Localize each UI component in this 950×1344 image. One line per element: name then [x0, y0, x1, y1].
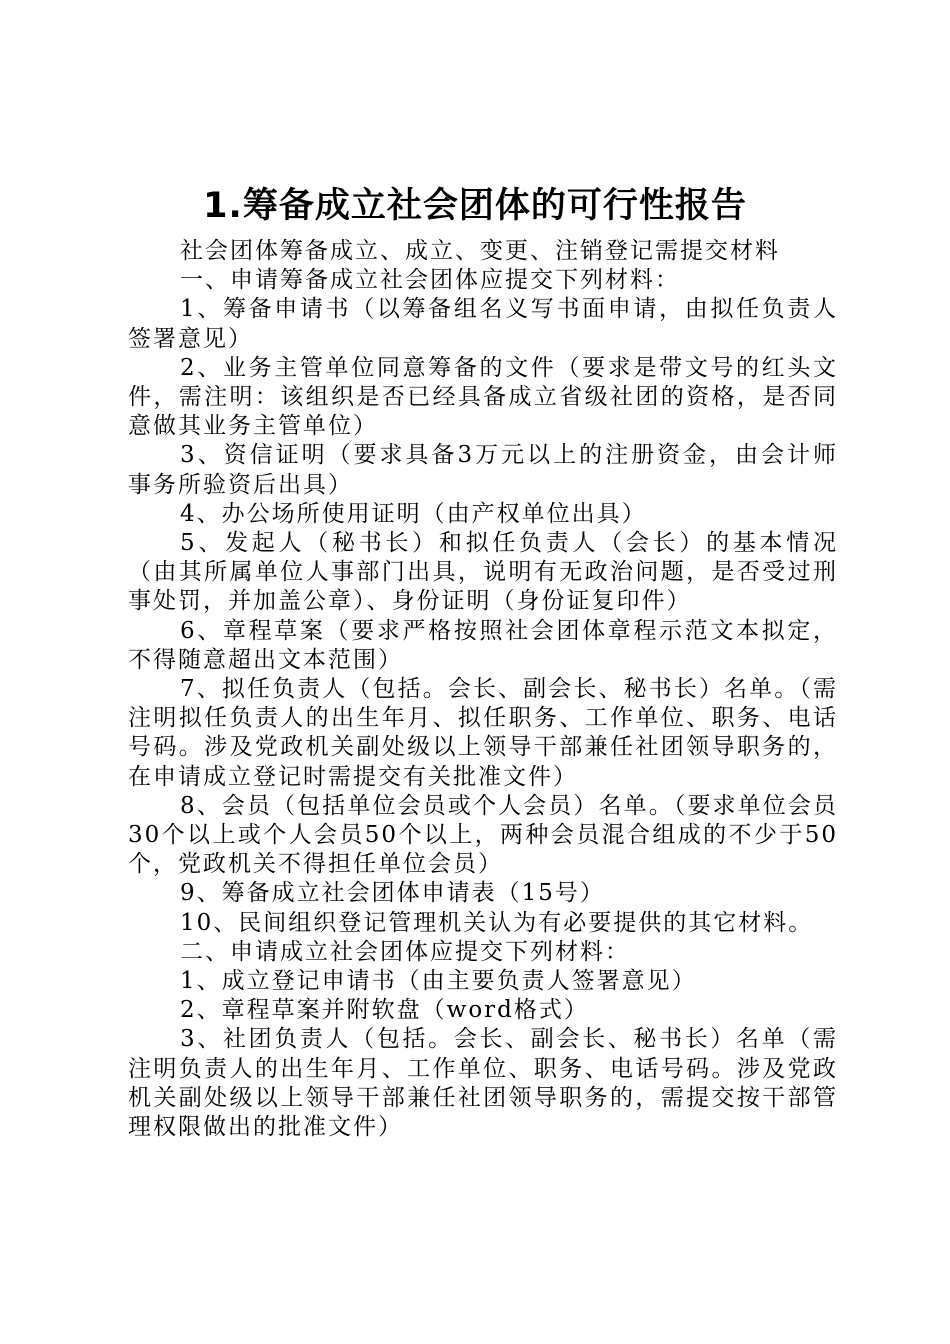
paragraph-item: 2、章程草案并附软盘（word格式） [180, 997, 589, 1024]
paragraph-item: 3、资信证明（要求具备3万元以上的注册资金，由会计师事务所验资后出具） [128, 442, 838, 498]
paragraph-item: 10、民间组织登记管理机关认为有必要提供的其它材料。 [180, 909, 814, 936]
paragraph-item: 5、发起人（秘书长）和拟任负责人（会长）的基本情况（由其所属单位人事部门出具，说明有无政治问题，是否受过刑事处罚，并加盖公章）、身份证明（身份证复印件） [128, 530, 838, 615]
paragraph-item: 8、会员（包括单位会员或个人会员）名单。（要求单位会员30个以上或个人会员50个以上，两种会员混合组成的不少于50个，党政机关不得担任单位会员） [128, 792, 838, 878]
paragraph-item: 1、成立登记申请书（由主要负责人签署意见） [180, 968, 697, 995]
paragraph-section-2-heading: 二、申请成立社会团体应提交下列材料： [180, 938, 630, 965]
document-title: 1.筹备成立社会团体的可行性报告 [203, 186, 747, 226]
paragraph-item: 4、办公场所使用证明（由产权单位出具） [180, 500, 647, 527]
paragraph-item: 7、拟任负责人（包括。会长、副会长、秘书长）名单。（需注明拟任负责人的出生年月、拟任职务、工作单位、职务、电话号码。涉及党政机关副处级以上领导干部兼任社团领导职务的，在申请成立登记时需提交有关批准文件） [128, 676, 838, 790]
paragraph-item: 1、筹备申请书（以筹备组名义写书面申请，由拟任负责人签署意见） [128, 296, 838, 352]
paragraph-item: 9、筹备成立社会团体申请表（15号） [180, 880, 605, 907]
paragraph-item: 2、业务主管单位同意筹备的文件（要求是带文号的红头文件，需注明：该组织是否已经具备成立省级社团的资格，是否同意做其业务主管单位） [128, 354, 838, 440]
paragraph-section-1-heading: 一、申请筹备成立社会团体应提交下列材料： [180, 267, 680, 294]
document-body [128, 237, 838, 1142]
paragraph-subtitle: 社会团体筹备成立、成立、变更、注销登记需提交材料 [180, 238, 780, 264]
paragraph-item: 6、章程草案（要求严格按照社会团体章程示范文本拟定，不得随意超出文本范围） [128, 617, 838, 673]
paragraph-item: 3、社团负责人（包括。会长、副会长、秘书长）名单（需注明负责人的出生年月、工作单位、职务、电话号码。涉及党政机关副处级以上领导干部兼任社团领导职务的，需提交按干部管理权限做出的批准文件） [128, 1026, 838, 1141]
